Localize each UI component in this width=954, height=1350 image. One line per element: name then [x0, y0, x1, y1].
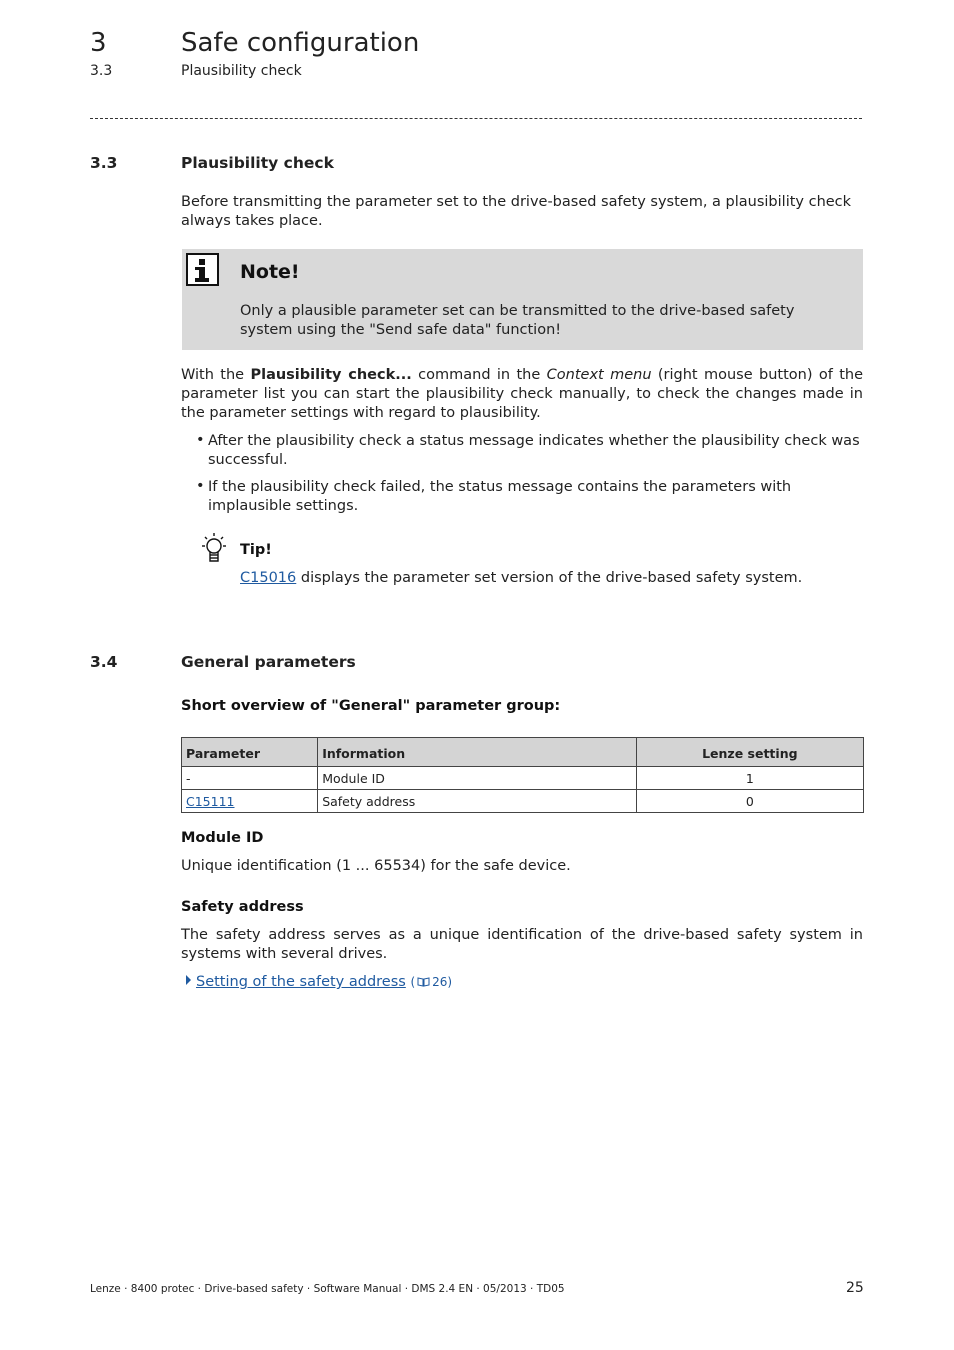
bullet-marker: • [196, 432, 205, 448]
column-header-lenze-setting: Lenze setting [636, 738, 863, 767]
para-rest: (right mouse button) of the parameter list you can start the plausibility check manually, to check the changes made in the parameter settings with regard to plausibility. [181, 367, 864, 421]
cell-parameter: - [182, 767, 318, 790]
arrow-right-icon [186, 975, 191, 985]
footer-text: Lenze · 8400 protec · Drive-based safety · Software Manual · DMS 2.4 EN · 05/2013 · TD05 [90, 1283, 565, 1295]
tip-heading: Tip! [240, 542, 272, 558]
para-mid: command in the [411, 367, 547, 383]
book-icon [417, 977, 430, 987]
para-bold: Plausibility check... [250, 367, 412, 383]
note-text: Only a plausible parameter set can be transmitted to the drive-based safety system using the "Send safe data" function! [240, 303, 795, 338]
para-prefix: With the [181, 367, 251, 383]
section-3-3-number: 3.3 [90, 154, 118, 172]
cell-information: Module ID [318, 767, 636, 790]
table-header-row [182, 738, 864, 767]
bullet-item-2: If the plausibility check failed, the status message contains the parameters with implausible settings. [208, 479, 792, 514]
chapter-number: 3 [90, 28, 107, 58]
tip-text [240, 569, 860, 588]
page-number: 25 [846, 1280, 864, 1296]
cell-setting: 1 [636, 767, 863, 790]
info-icon [186, 253, 219, 286]
bullet-item-1: After the plausibility check a status message indicates whether the plausibility check was successful. [208, 433, 860, 468]
cell-information: Safety address [318, 790, 636, 813]
plausibility-paragraph [181, 366, 863, 423]
page-reference [410, 975, 452, 989]
section-3-3-title: Plausibility check [181, 154, 334, 172]
c15111-link[interactable]: C15111 [186, 793, 235, 809]
section-3-4-title: General parameters [181, 653, 356, 671]
cell-parameter [182, 790, 318, 813]
lightbulb-icon [196, 531, 232, 567]
note-heading: Note! [240, 261, 300, 283]
intro-paragraph: Before transmitting the parameter set to the drive-based safety system, a plausibility check always takes place. [181, 194, 852, 229]
tip-text-rest: displays the parameter set version of the drive-based safety system. [296, 570, 803, 586]
c15016-link[interactable]: C15016 [240, 570, 297, 586]
module-id-text: Unique identification (1 ... 65534) for the safe device. [181, 858, 571, 874]
header-section-title: Plausibility check [181, 63, 302, 79]
para-italic: Context menu [546, 367, 652, 383]
header-divider [90, 118, 862, 119]
safety-address-link[interactable]: Setting of the safety address [196, 974, 406, 990]
page-ref-open: ( [410, 975, 416, 989]
note-box [182, 249, 863, 350]
table-row [182, 767, 864, 790]
cell-setting: 0 [636, 790, 863, 813]
column-header-parameter: Parameter [182, 738, 318, 767]
safety-address-link-row[interactable] [186, 973, 452, 992]
table-row [182, 790, 864, 813]
safety-address-heading: Safety address [181, 899, 304, 915]
column-header-information: Information [318, 738, 636, 767]
chapter-title: Safe configuration [181, 28, 420, 58]
page-ref-number: 26) [432, 975, 453, 989]
bullet-marker: • [196, 478, 205, 494]
section-3-4-number: 3.4 [90, 653, 118, 671]
safety-address-text: The safety address serves as a unique identification of the drive-based safety system in systems with several drives. [181, 927, 863, 962]
parameter-table [181, 737, 864, 813]
module-id-heading: Module ID [181, 830, 264, 846]
overview-heading: Short overview of "General" parameter group: [181, 698, 561, 714]
header-section-number: 3.3 [90, 63, 113, 79]
